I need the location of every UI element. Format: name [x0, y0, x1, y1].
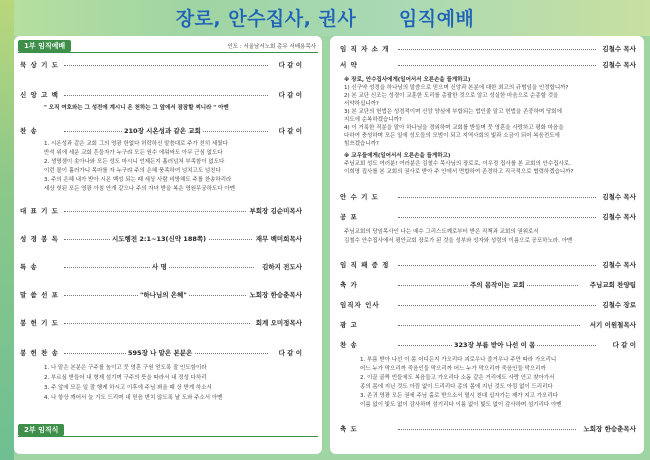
- order-row: [20, 262, 302, 272]
- right-panel: [330, 36, 644, 454]
- sermon-title: "하나님의 은혜": [140, 291, 187, 299]
- row-label: 찬 송: [340, 341, 358, 349]
- officiant: 인도 : 서울남서노회 총무 서배용목사: [227, 44, 316, 50]
- hymn-verse: 4. 나 항상 깨어서 늘 기도 드리며 내 믿음 변치 않도록 날 도와 주소서 아멘: [44, 395, 223, 401]
- order-row: [340, 44, 636, 54]
- left-decoration: [0, 0, 14, 460]
- hymn-verse: 3. 주의 은혜 내가 받아 시온 백성 되는 때 세상 사람 비방해도 주를 찬송하리라: [44, 177, 232, 183]
- anthem-title: 주의 몸작이는 교회: [470, 281, 525, 289]
- page-title: 장로, 안수집사, 권사 임직예배: [175, 8, 475, 30]
- row-label: 공 포: [340, 213, 358, 221]
- order-row: [340, 60, 636, 70]
- vow-line: 다하여 충성하며 모든 일에 성도들의 모범이 되고 지역사회의 빛과 소금이 되어 복음전도에: [344, 133, 560, 139]
- row-label: 광 고: [340, 321, 358, 329]
- hymn-verse: 1. 나 맡은 본분은 구주를 높이고 뭇 영혼 구원 얻도록 잘 인도함이라: [44, 365, 207, 371]
- row-leader: 다 같 이: [612, 341, 636, 349]
- hymn-verse: 이런 물이 흘러가니 목마를 자 누구랴 주의 은혜 풍족하여 넘치고도 넘친다: [44, 168, 221, 174]
- order-row: [340, 212, 636, 222]
- order-row: [20, 60, 302, 70]
- part2-label: 2부 임직식: [18, 424, 64, 436]
- scripture-ref: 시도행전 2:1~13(신약 188쪽): [112, 235, 207, 243]
- order-row: [340, 280, 636, 290]
- hymn-verse: 2. 부르심 받들어 내 형제 섬기며 구주의 뜻을 따라서 내 정성 다하리: [44, 375, 207, 381]
- hymn-verse: 세상 헛된 모든 영광 아침 안개 같으나 주의 자녀 받을 복은 영원무궁하도다 아멘: [44, 186, 235, 192]
- leader-dots: [64, 323, 250, 324]
- order-row: [20, 290, 302, 300]
- hymn-verse: 2. 이끌 골짝 빈들에도 복음들고 가오리다 소돔 같은 거리에도 사랑 안고 찾아가서: [360, 375, 555, 381]
- row-leader: 김철수 장로: [602, 301, 636, 309]
- hymn-verse: 3. 존귀 영광 모든 권세 주님 홀로 받으소서 멸시 천대 십자가는 제가 지고 가오리다: [360, 393, 558, 399]
- row-leader: 김철수 목사: [602, 193, 636, 201]
- row-leader: 주님교회 찬양팀: [589, 281, 636, 289]
- vow-line: 이희영 집사를 본 교회의 권사로 받아 주 안에서 면합하여 존경하고 직극적으로 협력하겠습니까?: [344, 169, 574, 175]
- proclamation-line: 주님교회의 당임목사인 나는 예수 그리스도께로부터 받은 직책과 교회의 권위로서: [344, 229, 539, 235]
- order-row: [340, 260, 636, 270]
- row-leader: 회계 오미정목사: [255, 319, 302, 327]
- hymn-title: 323장 부름 받아 나선 이 몸: [454, 341, 536, 349]
- leader-dots: [398, 305, 596, 306]
- order-row: [340, 424, 636, 434]
- row-label: 안 수 기 도: [340, 193, 379, 201]
- row-leader: 다 같 이: [278, 61, 302, 69]
- order-row: [340, 340, 636, 350]
- vow-line: 주님교회 성도 여러분! 여러분은 김철수 목사님의 장로로, 이우정 집사를 본 교회의 안수집사로,: [344, 161, 571, 167]
- proclamation-line: 김철수 안수집사에서 평안교회 장로가 된 것을 성부와 성자와 성령의 이름으로 공포하노라. 아멘: [344, 238, 573, 244]
- row-leader: 서기 이원철목사: [589, 321, 636, 329]
- leader-dots: [64, 211, 246, 212]
- vow-line: 힘쓰겠습니까?: [344, 141, 379, 147]
- row-label: 성 경 봉 독: [20, 235, 59, 243]
- row-label: 임 직 자 소 개: [340, 45, 390, 53]
- vows-heading: ※ 교우들에게(일어서서 오른손을 들게하고): [344, 153, 451, 159]
- row-label: 대 표 기 도: [20, 207, 59, 215]
- row-leader: 다 같 이: [278, 127, 302, 135]
- leader-dots: [398, 265, 596, 266]
- hymn-verse: 이름 없이 빛도 없이 감사하며 섬기리다 이름 없이 빛도 없이 감사하며 섬기리다 아멘: [360, 402, 562, 408]
- order-row: [20, 348, 302, 358]
- order-row: [340, 300, 636, 310]
- special-song-title: 사 명: [152, 263, 167, 271]
- part1-label: 1부 임직예배: [18, 40, 71, 52]
- row-leader: 다 같 이: [278, 91, 302, 99]
- hymn-verse: 2. 생명샘이 솟아나와 모든 성도 마시니 언제든지 흘러넘쳐 부족함이 없도다: [44, 159, 225, 165]
- row-leader: 김하지 전도사: [262, 263, 302, 271]
- order-row: [20, 90, 302, 100]
- creed-text: " 오직 여호와는 그 성전에 계시니 온 천하는 그 앞에서 잠잠할 찌니라 " 아멘: [44, 105, 229, 111]
- row-label: 임 직 패 증 정: [340, 261, 390, 269]
- hymn-verse: 어느 누가 막으리까 죽음인들 막으리까 어느 누가 막으리까 죽음인들 막으리까: [360, 366, 546, 372]
- row-label: 축 도: [340, 425, 358, 433]
- order-row: [20, 126, 302, 136]
- hymn-verse: 반석 위에 세운 교회 흔들자가 누구랴 모든 원수 에워싸도 아무 근심 없도다: [44, 150, 223, 156]
- row-label: 말 씀 선 포: [20, 291, 59, 299]
- leader-dots: [398, 325, 580, 326]
- hymn-verse: 3. 주 앞에 모든 일 잘 행케 하시고 이후에 주님 뵈올 때 상 받게 하소서: [44, 385, 212, 391]
- vow-line: 지도에 순복하겠습니까?: [344, 117, 402, 123]
- order-row: [20, 318, 302, 328]
- leader-dots: [64, 65, 268, 66]
- leader-dots: [398, 429, 576, 430]
- row-label: 신 앙 고 백: [20, 91, 59, 99]
- leader-dots: [64, 95, 268, 96]
- row-leader: 김철수 목사: [602, 45, 636, 53]
- hymn-verse: 1. 시온성과 같은 교회 그의 영광 한없다 허락하신 말씀대로 주가 친히 세웠다: [44, 141, 228, 147]
- order-row: [340, 192, 636, 202]
- row-label: 임직자 인사: [340, 301, 380, 309]
- vow-line: 3) 본 교단의 헌법은 성경적이며 신앙 양심에 부합되는 법인줄 알고 헌법을 존중하며 당회에: [344, 109, 562, 115]
- vow-line: 2) 본 교단 신조는 성경이 교훈한 도리를 총괄한 것으로 알고 성실한 마음으로 순종할 것을: [344, 93, 559, 99]
- row-label: 묵 상 기 도: [20, 61, 59, 69]
- row-label: 봉 헌 찬 송: [20, 349, 59, 357]
- order-row: [20, 234, 302, 244]
- row-label: 찬 송: [20, 127, 38, 135]
- vow-line: 1) 신구약 성경을 하나님의 말씀으로 믿으며 신앙과 본분에 대한 최고의 규범임을 인정합니까?: [344, 85, 569, 91]
- vow-line: 서약하십니까?: [344, 101, 379, 107]
- leader-dots: [398, 217, 596, 218]
- vows-heading: ※ 장로, 안수집사에게(일어서서 오른손을 들게하고): [344, 77, 471, 83]
- leader-dots: [398, 49, 596, 50]
- row-leader: 다 같 이: [278, 349, 302, 357]
- leader-dots: [398, 197, 596, 198]
- order-row: [20, 206, 302, 216]
- leader-dots: [398, 65, 596, 66]
- row-label: 서 약: [340, 61, 358, 69]
- hymn-title: 595장 나 맡은 본분은: [128, 349, 193, 357]
- row-leader: 김철수 목사: [602, 61, 636, 69]
- row-leader: 재무 백미희목사: [255, 235, 302, 243]
- hymn-verse: 1. 부름 받아 나선 이 몸 어디든지 가오리다 괴로우나 즐거우나 주만 따라 가오리니: [360, 357, 557, 363]
- vow-line: 4) 이 거룩한 직분을 맡아 하나님을 경외하며 교회를 받들며 뭇 영혼을 사랑하고 평화 마음을: [344, 125, 564, 131]
- row-leader: 노회장 한승춘목사: [249, 291, 302, 299]
- hymn-title: 210장 시온성과 같은 교회: [124, 127, 201, 135]
- hymn-verse: 종의 몸에 지닌 것도 아낌 없이 드리리다 종의 몸에 지닌 것도 아낌 없이 드리리다: [360, 384, 553, 390]
- row-leader: 김철수 목사: [602, 213, 636, 221]
- row-leader: 김철수 목사: [602, 261, 636, 269]
- row-leader: 노회장 한승춘목사: [583, 425, 636, 433]
- row-label: 특 송: [20, 263, 38, 271]
- left-panel: [14, 36, 322, 454]
- row-label: 봉 헌 기 도: [20, 319, 59, 327]
- order-row: [340, 320, 636, 330]
- row-label: 축 가: [340, 281, 358, 289]
- row-leader: 부회장 김순미목사: [249, 207, 302, 215]
